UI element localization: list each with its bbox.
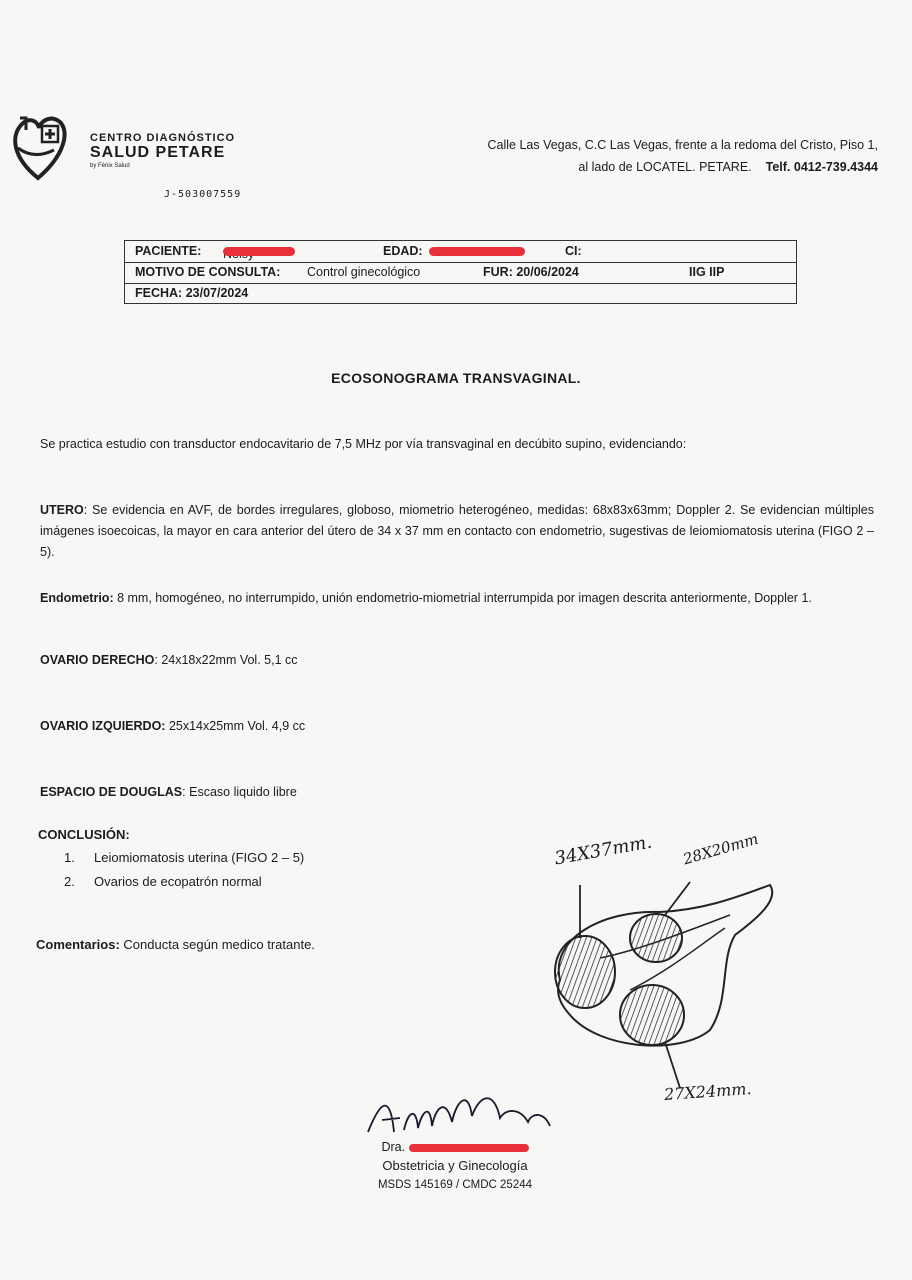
utero-paragraph [40, 500, 874, 563]
fecha-label: FECHA: 23/07/2024 [135, 286, 249, 300]
report-title: ECOSONOGRAMA TRANSVAGINAL. [331, 370, 581, 386]
clinic-name [90, 133, 235, 169]
sketch-label-3: 27X24mm. [663, 1078, 753, 1105]
dra-label: Dra. [381, 1140, 406, 1154]
utero-label: UTERO [40, 503, 84, 517]
doctor-name-line [340, 1140, 570, 1154]
patient-row-3 [125, 283, 796, 304]
list-item: 1. Leiomiomatosis uterina (FIGO 2 – 5) [64, 850, 305, 865]
doctor-registry: MSDS 145169 / CMDC 25244 [377, 1179, 533, 1191]
paciente-label: PACIENTE: [135, 244, 202, 258]
brand-line-1: CENTRO DIAGNÓSTICO [90, 132, 236, 144]
douglas-label: ESPACIO DE DOUGLAS [40, 785, 183, 799]
douglas-line [40, 782, 874, 803]
motivo-label: MOTIVO DE CONSULTA: [135, 265, 281, 279]
intro-paragraph: Se practica estudio con transductor endocavitario de 7,5 MHz por vía transvaginal en decúbito supino, evidenciando: [40, 437, 687, 451]
list-item: 2. Ovarios de ecopatrón normal [64, 874, 262, 889]
ovario-izq-text: 25x14x25mm Vol. 4,9 cc [165, 719, 306, 733]
patient-row-1 [125, 241, 796, 263]
uterus-sketch [540, 830, 800, 1110]
brand-line-3: by Fénix Salud [90, 163, 130, 169]
address-line-2: al lado de LOCATEL. PETARE. [578, 160, 752, 174]
rif-number: J-503007559 [164, 189, 242, 200]
endometrio-paragraph [40, 588, 874, 609]
ovario-izquierdo-line [40, 716, 874, 737]
name-redaction [409, 1144, 529, 1152]
douglas-text: : Escaso liquido libre [182, 785, 297, 799]
sketch-label-2: 28X20mm [681, 829, 761, 869]
address-line-1: Calle Las Vegas, C.C Las Vegas, frente a la redoma del Cristo, Piso 1, [487, 138, 878, 152]
endometrio-text: 8 mm, homogéneo, no interrumpido, unión endometrio-miometrial interrumpida por imagen descrita anteriormente, Doppler 1. [113, 591, 812, 605]
conclusion-list [64, 846, 304, 894]
ovario-izq-label: OVARIO IZQUIERDO: [40, 719, 166, 733]
fur-label: FUR: 20/06/2024 [483, 265, 579, 279]
ovario-derecho-line [40, 650, 874, 671]
redaction-mark [223, 247, 295, 256]
signature-block [340, 1080, 570, 1191]
sketch-label-1: 34X37mm. [552, 831, 654, 870]
motivo-value: Control ginecológico [307, 265, 421, 279]
ovario-der-label: OVARIO DERECHO [40, 653, 155, 667]
utero-text: : Se evidencia en AVF, de bordes irregulares, globoso, miometrio heterogéneo, medidas: 68x83x63mm; Doppler 2. Se evidencian múltiples imágenes isoecoicas, la mayor en cara anterior del útero de 34 x 37 mm en contacto con endometrio, sugestivas de leiomiomatosis uterina (FIGO 2 – 5). [40, 503, 874, 559]
conclusion-label: CONCLUSIÓN: [38, 827, 130, 842]
phone-number: Telf. 0412-739.4344 [765, 160, 878, 174]
patient-info-box [124, 240, 797, 304]
doctor-specialty: Obstetricia y Ginecología [382, 1158, 528, 1173]
brand-line-2: SALUD PETARE [90, 144, 226, 161]
gesta-value: IIG IIP [689, 265, 725, 279]
endometrio-label: Endometrio: [40, 591, 114, 605]
edad-label: EDAD: [383, 244, 423, 258]
comentarios-label: Comentarios: [36, 937, 120, 952]
comentarios-text: Conducta según medico tratante. [119, 937, 315, 952]
clinic-logo [8, 108, 70, 186]
uterus-drawing [540, 830, 800, 1110]
clinic-address [408, 134, 878, 178]
heart-cross-icon [8, 108, 70, 186]
patient-row-2 [125, 262, 796, 284]
ovario-der-text: : 24x18x22mm Vol. 5,1 cc [154, 653, 298, 667]
ci-label: CI: [565, 244, 582, 258]
